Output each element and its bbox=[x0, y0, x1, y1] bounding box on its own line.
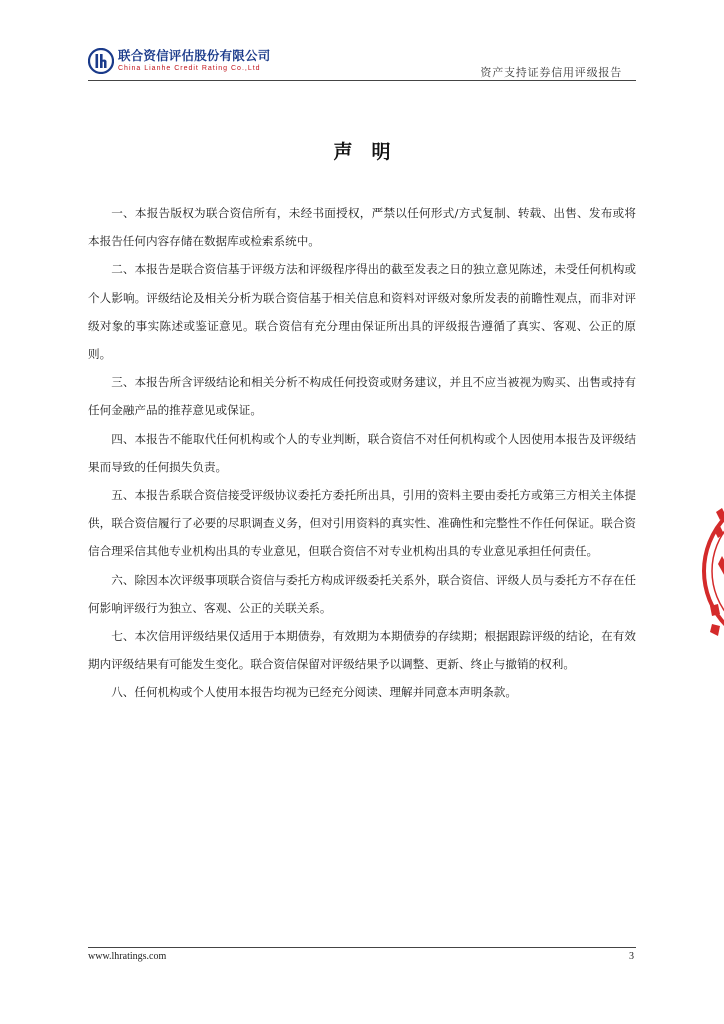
declaration-paragraph-8: 八、任何机构或个人使用本报告均视为已经充分阅读、理解并同意本声明条款。 bbox=[111, 685, 517, 700]
page-header bbox=[88, 46, 636, 80]
company-logo bbox=[88, 48, 270, 74]
page-title: 声明 bbox=[333, 141, 410, 163]
declaration-paragraph-3: 三、本报告所含评级结论和相关分析不构成任何投资或财务建议，并且不应当被视为购买、出售或持有任何金融产品的推荐意见或保证。 bbox=[88, 375, 636, 418]
footer-website: www.lhratings.com bbox=[88, 951, 167, 962]
header-divider bbox=[88, 80, 636, 81]
report-type-label: 资产支持证券信用评级报告 bbox=[480, 66, 622, 79]
declaration-paragraph-7: 七、本次信用评级结果仅适用于本期债券，有效期为本期债券的存续期；根据跟踪评级的结论，在有效期内评级结果有可能发生变化。联合资信保留对评级结果予以调整、更新、终止与撤销的权利。 bbox=[88, 629, 636, 672]
declaration-body bbox=[88, 199, 636, 707]
declaration-paragraph-2: 二、本报告是联合资信基于评级方法和评级程序得出的截至发表之日的独立意见陈述，未受任何机构或个人影响。评级结论及相关分析为联合资信基于相关信息和资料对评级对象所发表的前瞻性观点，而非对评级对象的事实陈述或鉴证意见。联合资信有充分理由保证所出具的评级报告遵循了真实、客观、公正的原则。 bbox=[88, 262, 636, 362]
footer-divider bbox=[88, 947, 636, 948]
logo-company-name-cn: 联合资信评估股份有限公司 bbox=[118, 48, 271, 64]
logo-company-name-en: China Lianhe Credit Rating Co.,Ltd bbox=[118, 64, 261, 72]
page-number: 3 bbox=[629, 951, 634, 962]
declaration-paragraph-6: 六、除因本次评级事项联合资信与委托方构成评级委托关系外，联合资信、评级人员与委托方不存在任何影响评级行为独立、客观、公正的关联关系。 bbox=[88, 572, 636, 615]
lianhe-logo-icon bbox=[88, 48, 114, 74]
seal-stamp-icon bbox=[700, 486, 724, 656]
declaration-paragraph-5: 五、本报告系联合资信接受评级协议委托方委托所出具，引用的资料主要由委托方或第三方相关主体提供，联合资信履行了必要的尽职调查义务，但对引用资料的真实性、准确性和完整性不作任何保证。联合资信合理采信其他专业机构出具的专业意见，但联合资信不对专业机构出具的专业意见承担任何责任。 bbox=[88, 488, 636, 559]
declaration-paragraph-1: 一、本报告版权为联合资信所有，未经书面授权，严禁以任何形式/方式复制、转载、出售、发布或将本报告任何内容存储在数据库或检索系统中。 bbox=[88, 206, 636, 249]
declaration-paragraph-4: 四、本报告不能取代任何机构或个人的专业判断，联合资信不对任何机构或个人因使用本报告及评级结果而导致的任何损失负责。 bbox=[88, 431, 636, 474]
